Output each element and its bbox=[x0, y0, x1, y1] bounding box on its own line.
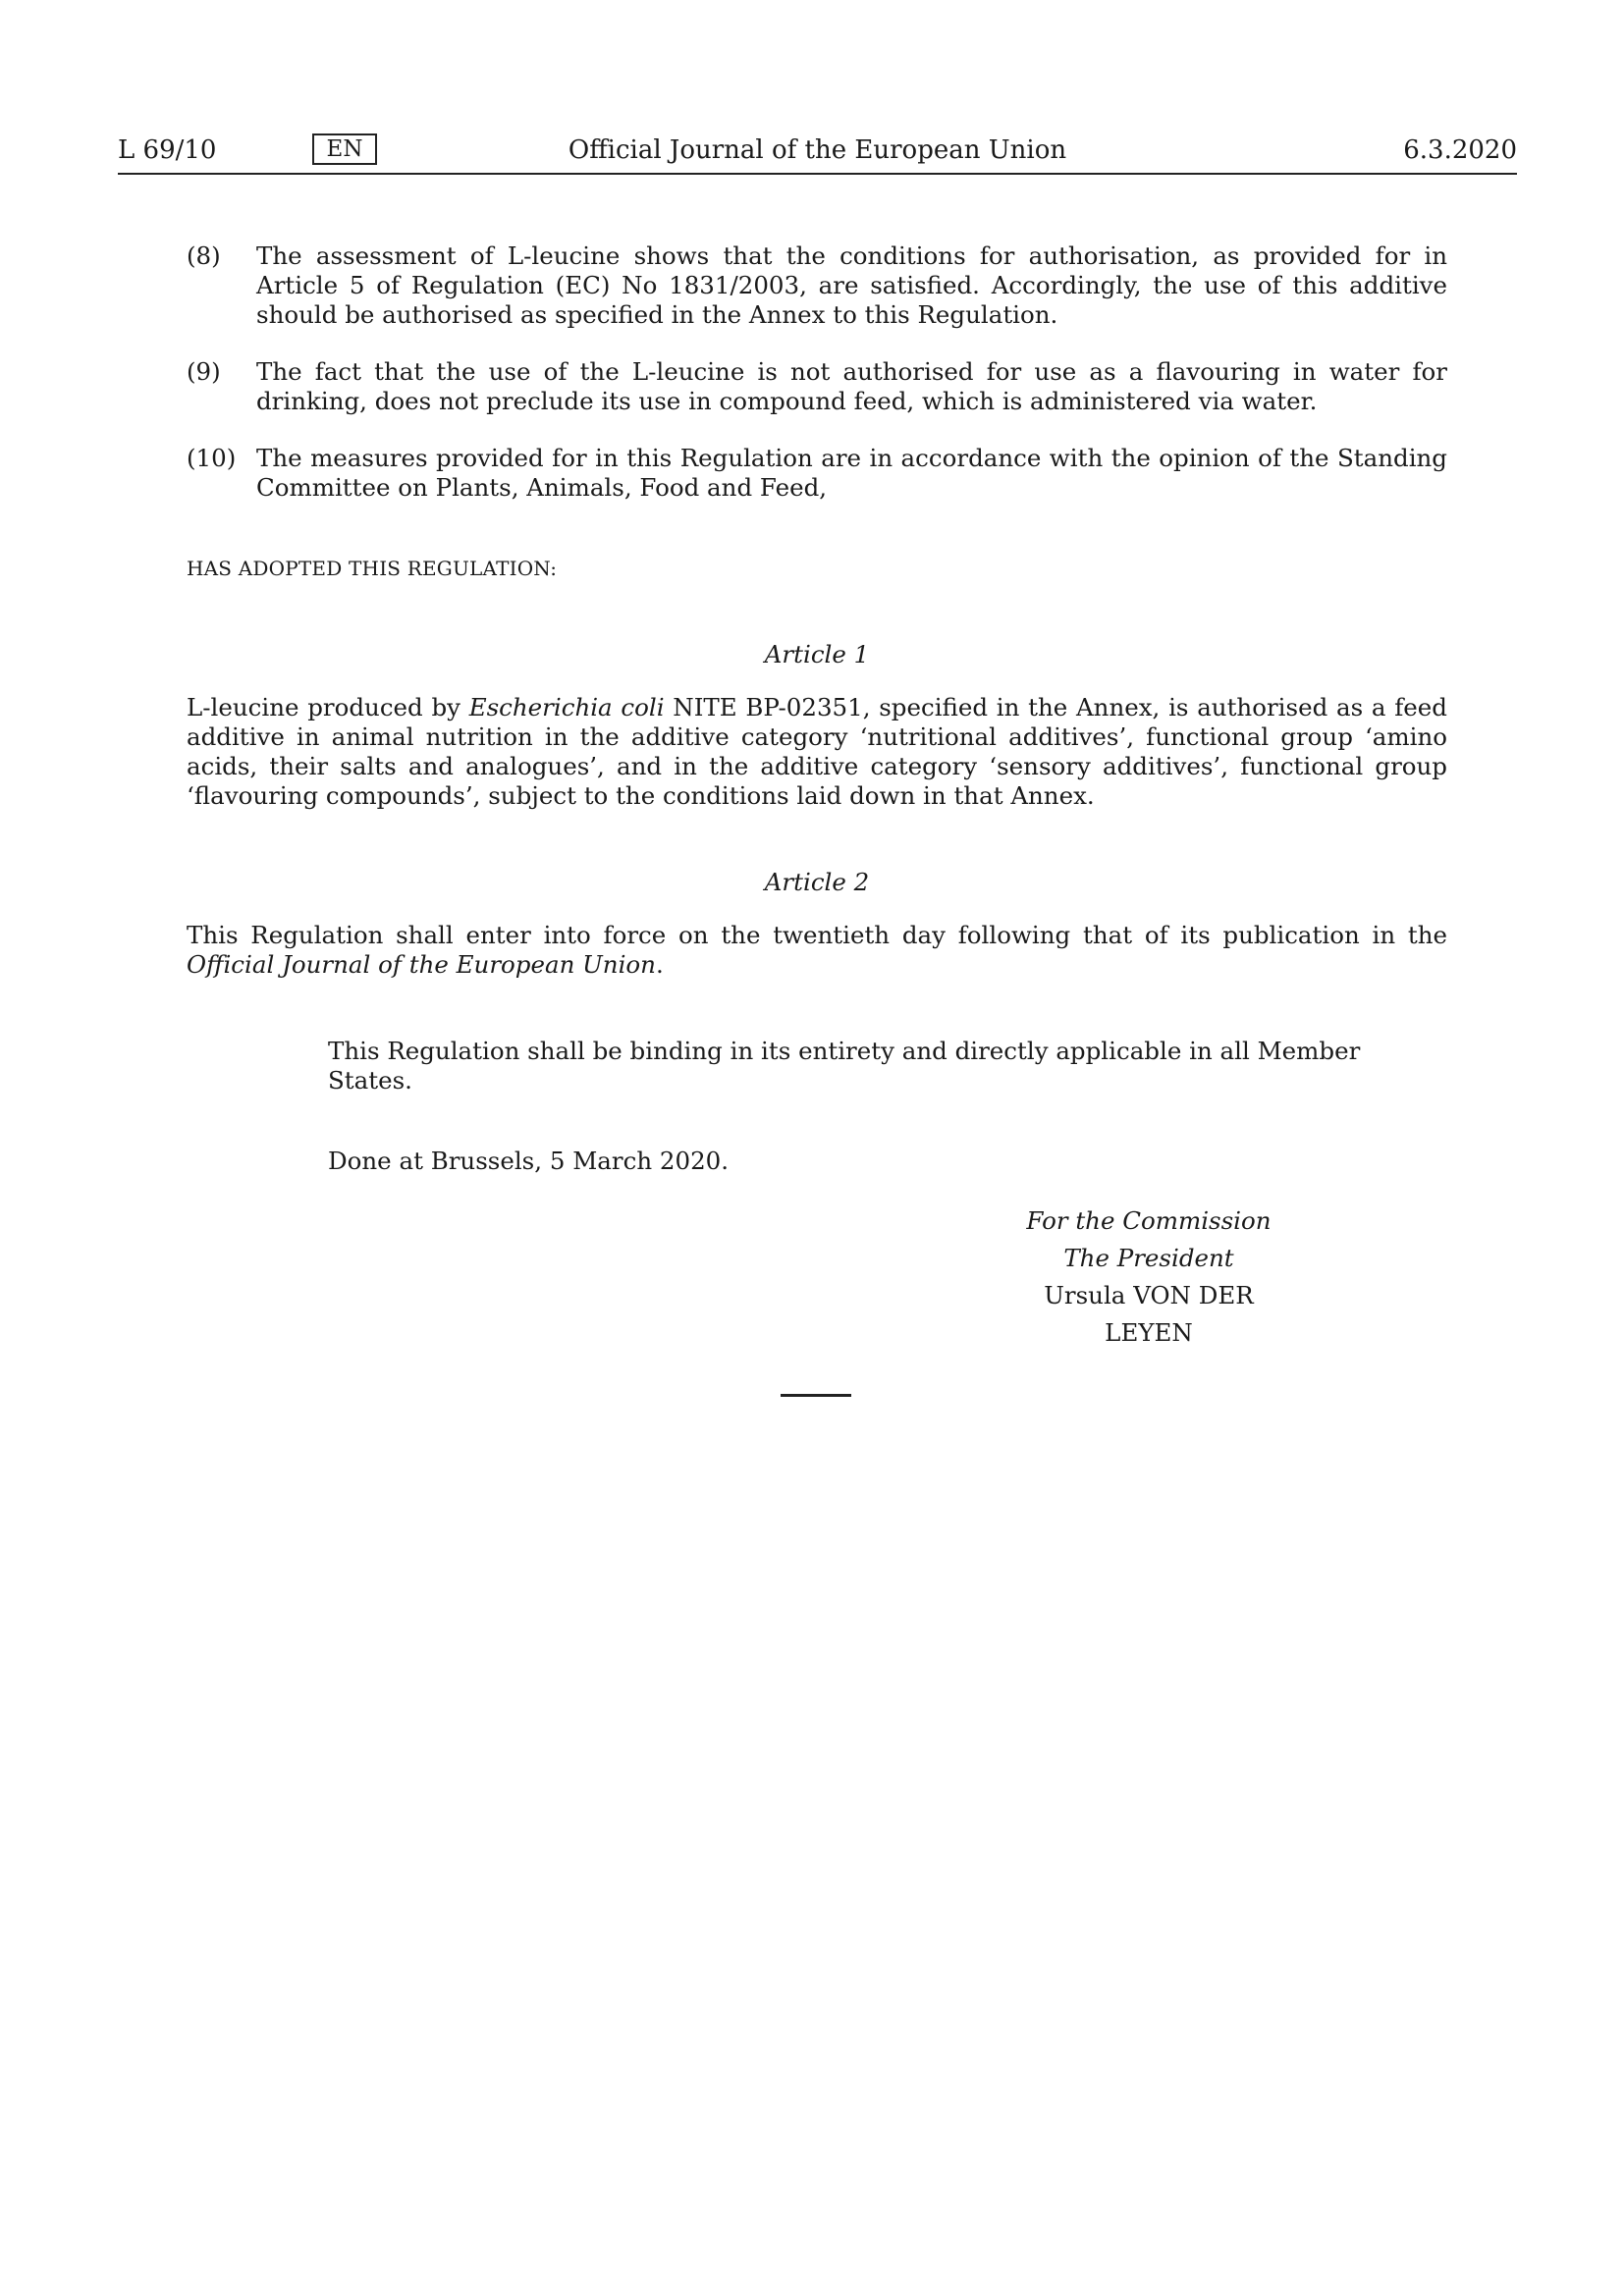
done-at: Done at Brussels, 5 March 2020. bbox=[328, 1147, 730, 1175]
document-body bbox=[187, 241, 1447, 1352]
recital-number: (8) bbox=[187, 241, 221, 270]
recital-text: The fact that the use of the L-leucine is not authorised for use as a flavouring in water for drinking, does not preclude its use in compound feed, which is administered via water. bbox=[256, 357, 1447, 415]
recital-10 bbox=[187, 444, 1447, 503]
recital-8 bbox=[187, 241, 1447, 330]
journal-header bbox=[118, 130, 1517, 175]
recital-number: (9) bbox=[187, 357, 221, 386]
signature-block bbox=[1011, 1202, 1286, 1352]
binding-statement: This Regulation shall be binding in its entirety and directly applicable in all Member States. bbox=[328, 1037, 1361, 1095]
recital-text: The assessment of L-leucine shows that the conditions for authorisation, as provided for in Article 5 of Regulation (EC) No 1831/2003, are satisfied. Accordingly, the use of this additive should be authorised as specified in the Annex to this Regulation. bbox=[256, 241, 1447, 329]
article-1-text-part: NITE BP-02351, specified in the Annex, is authorised as a feed additive in animal nutrition in the additive category ‘nutritional additives’, functional group ‘amino acids, their salts and analogues’, and in the additive category ‘sensory additives’, functional group ‘flavouring compounds’, subject to the conditions laid down in that Annex. bbox=[187, 693, 1447, 810]
recital-text: The measures provided for in this Regulation are in accordance with the opinion of the Standing Committee on Plants, Animals, Food and Feed, bbox=[256, 444, 1447, 502]
journal-reference: Official Journal of the European Union bbox=[187, 950, 656, 979]
page-reference: L 69/10 bbox=[118, 135, 217, 165]
article-1-title: Article 1 bbox=[764, 640, 870, 668]
signature-name: Ursula VON DER LEYEN bbox=[1044, 1281, 1254, 1347]
article-2-text-part: . bbox=[655, 950, 664, 979]
organism-name: Escherichia coli bbox=[468, 693, 665, 721]
recital-number: (10) bbox=[187, 444, 237, 472]
article-2-text bbox=[187, 921, 1447, 980]
article-2-title: Article 2 bbox=[764, 868, 870, 896]
end-of-act-rule bbox=[781, 1394, 851, 1397]
adoption-statement: HAS ADOPTED THIS REGULATION: bbox=[187, 557, 558, 580]
article-2-text-part: This Regulation shall enter into force on the twentieth day following that of its publication in the bbox=[187, 921, 1447, 949]
signature-for: For the Commission bbox=[1026, 1206, 1272, 1235]
signature-role: The President bbox=[1063, 1244, 1234, 1272]
article-1-text-part: L-leucine produced by bbox=[187, 693, 469, 721]
recital-9 bbox=[187, 357, 1447, 416]
journal-title: Official Journal of the European Union bbox=[568, 135, 1067, 165]
language-badge: EN bbox=[312, 133, 377, 165]
publication-date: 6.3.2020 bbox=[1403, 135, 1517, 165]
article-1-text bbox=[187, 693, 1447, 811]
